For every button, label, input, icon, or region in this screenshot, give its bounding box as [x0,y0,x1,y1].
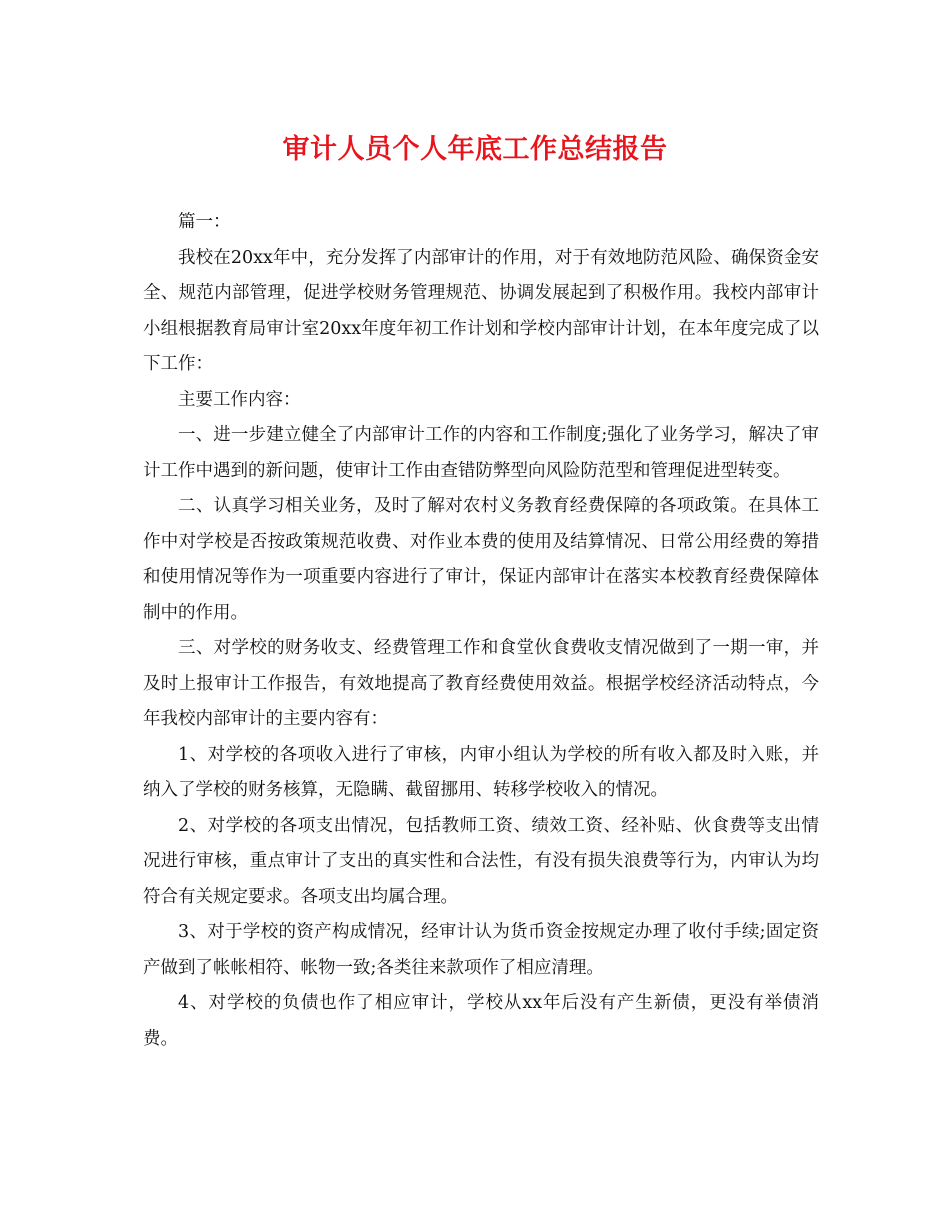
paragraph-subitem-4: 4、对学校的负债也作了相应审计，学校从xx年后没有产生新债，更没有举债消费。 [143,993,819,1049]
paragraph-main-content-heading: 主要工作内容： [178,389,301,410]
document-body [143,205,819,1057]
paragraph-item-one: 一、进一步建立健全了内部审计工作的内容和工作制度;强化了业务学习，解决了审计工作中遇到的新问题，使审计工作由查错防弊型向风险防范型和管理促进型转变。 [143,425,819,481]
paragraph-item-two: 二、认真学习相关业务，及时了解对农村义务教育经费保障的各项政策。在具体工作中对学校是否按政策规范收费、对作业本费的使用及结算情况、日常公用经费的筹措和使用情况等作为一项重要内容进行了审计，保证内部审计在落实本校教育经费保障体制中的作用。 [143,496,819,623]
paragraph-subitem-2: 2、对学校的各项支出情况，包括教师工资、绩效工资、经补贴、伙食费等支出情况进行审核，重点审计了支出的真实性和合法性，有没有损失浪费等行为，内审认为均符合有关规定要求。各项支出均属合理。 [143,815,819,907]
paragraph-subitem-3: 3、对于学校的资产构成情况，经审计认为货币资金按规定办理了收付手续;固定资产做到了帐帐相符、帐物一致;各类往来款项作了相应清理。 [143,922,819,978]
paragraph-subitem-1: 1、对学校的各项收入进行了审核，内审小组认为学校的所有收入都及时入账，并纳入了学校的财务核算，无隐瞒、截留挪用、转移学校收入的情况。 [143,744,819,800]
document-title: 审计人员个人年底工作总结报告 [282,134,668,165]
paragraph-item-three: 三、对学校的财务收支、经费管理工作和食堂伙食费收支情况做到了一期一审，并及时上报审计工作报告，有效地提高了教育经费使用效益。根据学校经济活动特点，今年我校内部审计的主要内容有： [143,638,819,729]
paragraph-intro: 我校在20xx年中，充分发挥了内部审计的作用，对于有效地防范风险、确保资金安全、规范内部管理，促进学校财务管理规范、协调发展起到了积极作用。我校内部审计小组根据教育局审计室20xx年度年初工作计划和学校内部审计计划，在本年度完成了以下工作： [143,247,819,374]
paragraph-section-label: 篇一： [178,212,231,232]
